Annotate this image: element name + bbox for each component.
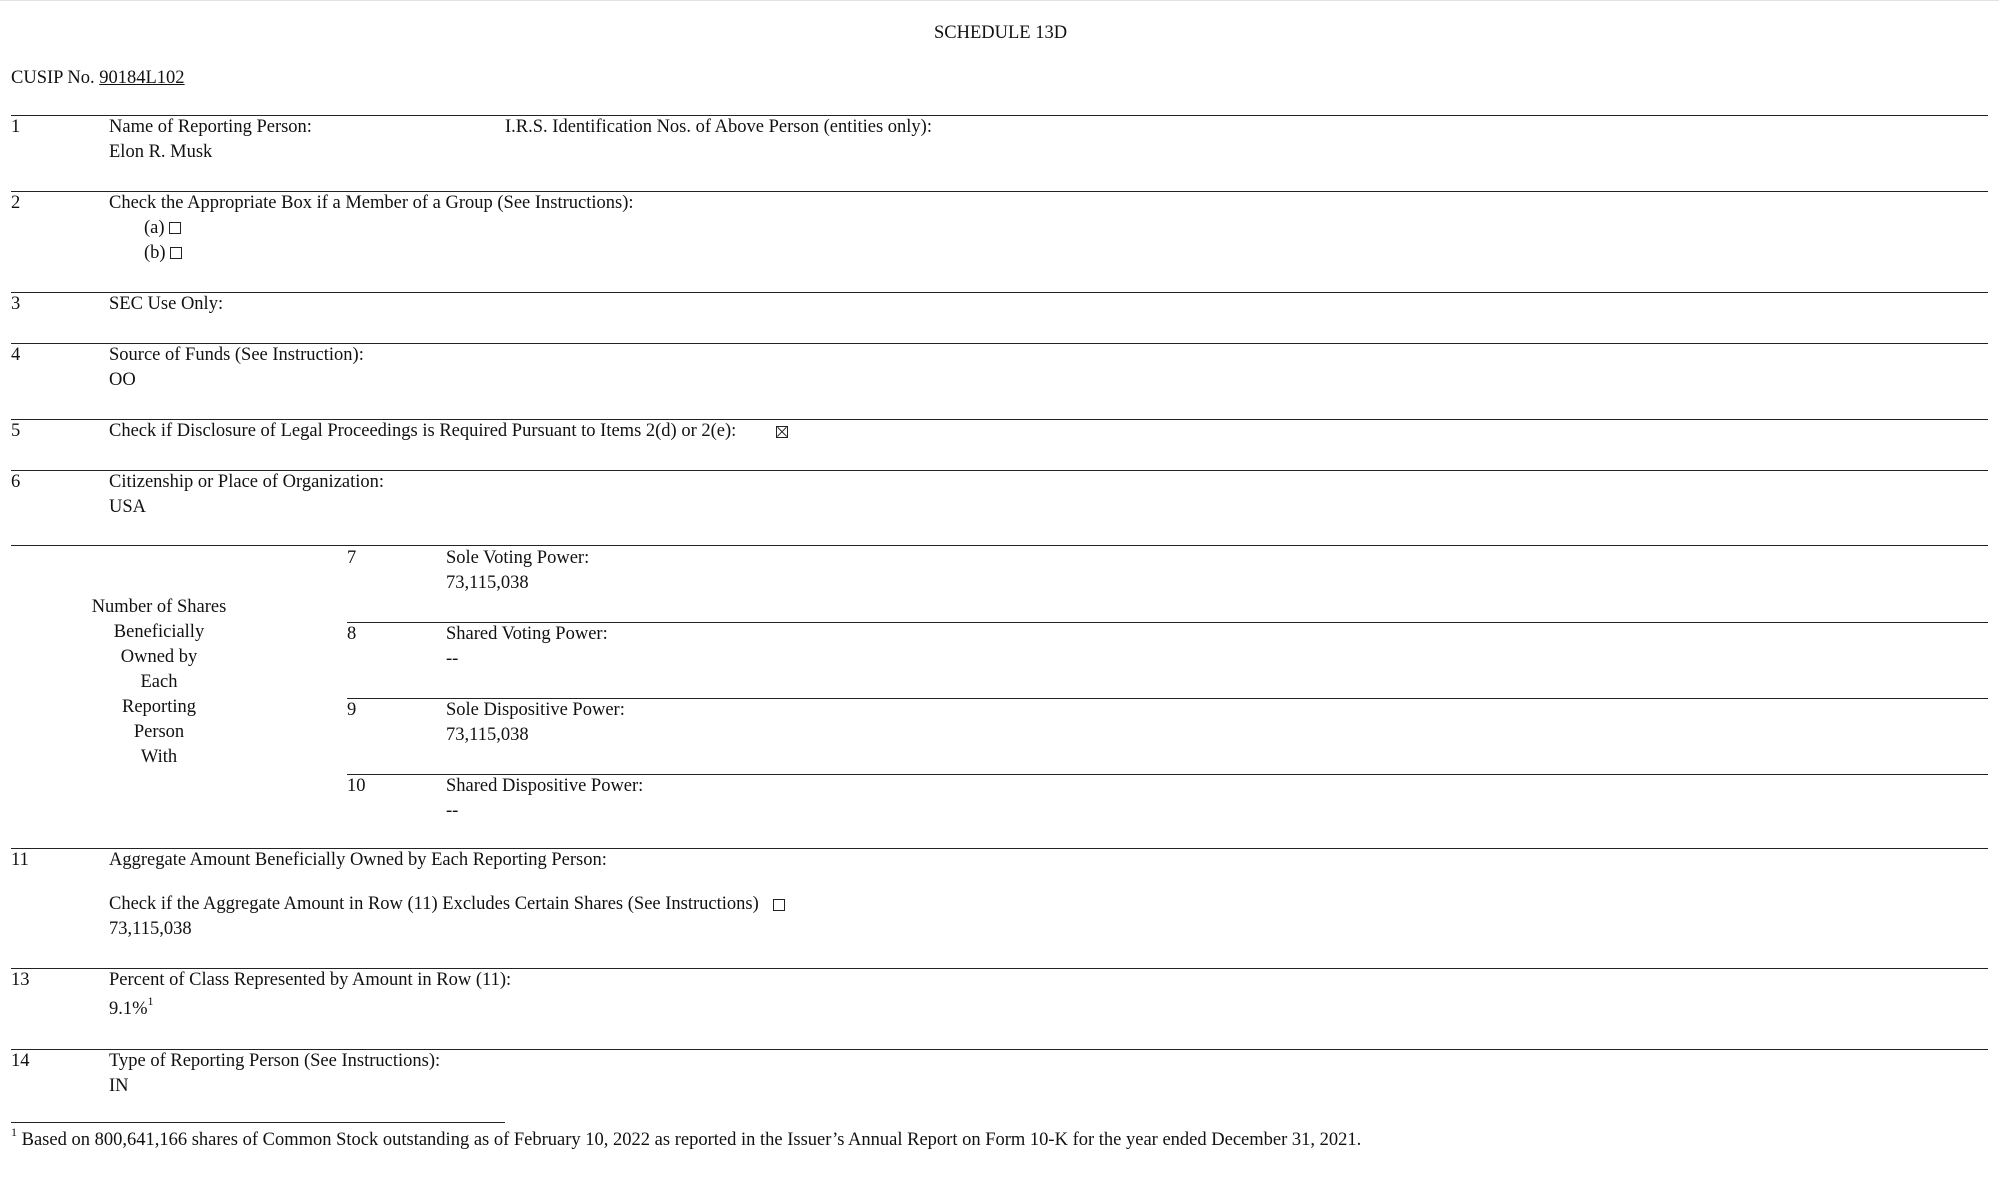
shares-label-line: Each bbox=[140, 672, 178, 692]
shared-voting-label: Shared Voting Power: bbox=[446, 624, 608, 644]
percent-class-label: Percent of Class Represented by Amount in Row (11): bbox=[109, 970, 512, 990]
option-b-checkbox[interactable] bbox=[170, 247, 182, 259]
shared-voting-value: -- bbox=[446, 649, 459, 669]
percent-class-value: 9.1% bbox=[109, 999, 148, 1019]
irs-id-label: I.R.S. Identification Nos. of Above Person (entities only): bbox=[505, 117, 932, 137]
shares-label-line: With bbox=[140, 747, 178, 767]
sole-dispositive-value: 73,115,038 bbox=[446, 725, 529, 745]
group-option-a bbox=[144, 216, 181, 241]
shares-label-line: Beneficially bbox=[113, 622, 205, 642]
group-member-label: Check the Appropriate Box if a Member of a Group (See Instructions): bbox=[109, 193, 634, 213]
cusip-number: 90184L102 bbox=[99, 68, 185, 88]
row10-number: 10 bbox=[347, 776, 366, 796]
row11-number: 11 bbox=[11, 850, 29, 870]
source-of-funds-value: OO bbox=[109, 370, 136, 390]
row8-number: 8 bbox=[347, 624, 357, 644]
row5-number: 5 bbox=[11, 421, 21, 441]
reporting-person-name: Elon R. Musk bbox=[109, 142, 213, 162]
footnote-text: Based on 800,641,166 shares of Common Stock outstanding as of February 10, 2022 as reported in the Issuer’s Annual Report on Form 10-K for the year ended December 31, 2021. bbox=[21, 1130, 1362, 1150]
shares-label-line: Person bbox=[133, 722, 185, 742]
sole-voting-value: 73,115,038 bbox=[446, 573, 529, 593]
shares-owned-label bbox=[59, 595, 259, 770]
legal-proceedings-checkbox-wrap bbox=[776, 420, 788, 445]
footnote-separator bbox=[11, 1122, 505, 1123]
footnote-reference[interactable]: 1 bbox=[147, 993, 154, 1008]
cusip-line bbox=[11, 66, 185, 91]
shares-label-line: Owned by bbox=[120, 647, 198, 667]
row14-number: 14 bbox=[11, 1051, 30, 1071]
percent-class-value-wrap bbox=[109, 993, 154, 1022]
row-divider bbox=[11, 545, 1988, 546]
excludes-shares-checkbox-wrap bbox=[773, 893, 785, 918]
shared-dispositive-label: Shared Dispositive Power: bbox=[446, 776, 644, 796]
citizenship-value: USA bbox=[109, 497, 147, 517]
option-a-checkbox[interactable] bbox=[169, 222, 181, 234]
row3-number: 3 bbox=[11, 294, 21, 314]
aggregate-amount-value: 73,115,038 bbox=[109, 919, 192, 939]
row7-number: 7 bbox=[347, 548, 357, 568]
option-b-label: (b) bbox=[144, 243, 166, 263]
citizenship-label: Citizenship or Place of Organization: bbox=[109, 472, 385, 492]
legal-proceedings-label: Check if Disclosure of Legal Proceedings is Required Pursuant to Items 2(d) or 2(e): bbox=[109, 421, 737, 441]
shared-dispositive-value: -- bbox=[446, 801, 459, 821]
row-divider bbox=[11, 292, 1988, 293]
shares-label-line: Number of Shares bbox=[91, 597, 227, 617]
source-of-funds-label: Source of Funds (See Instruction): bbox=[109, 345, 364, 365]
footnote-marker: 1 bbox=[11, 1124, 17, 1139]
option-a-label: (a) bbox=[144, 218, 165, 238]
row9-number: 9 bbox=[347, 700, 357, 720]
legal-proceedings-checkbox[interactable] bbox=[776, 426, 788, 438]
row4-number: 4 bbox=[11, 345, 21, 365]
reporting-person-type-label: Type of Reporting Person (See Instructions): bbox=[109, 1051, 441, 1071]
row1-number: 1 bbox=[11, 117, 21, 137]
row6-number: 6 bbox=[11, 472, 21, 492]
sole-dispositive-label: Sole Dispositive Power: bbox=[446, 700, 625, 720]
page-title: SCHEDULE 13D bbox=[934, 23, 1068, 43]
excludes-shares-label: Check if the Aggregate Amount in Row (11) Excludes Certain Shares (See Instructions) bbox=[109, 894, 759, 914]
footnote bbox=[11, 1124, 1362, 1153]
row13-number: 13 bbox=[11, 970, 30, 990]
cusip-label: CUSIP No. bbox=[11, 68, 95, 88]
group-option-b bbox=[144, 241, 182, 266]
top-border bbox=[0, 0, 1999, 1]
reporting-person-label: Name of Reporting Person: bbox=[109, 117, 312, 137]
sec-use-label: SEC Use Only: bbox=[109, 294, 224, 314]
sole-voting-label: Sole Voting Power: bbox=[446, 548, 590, 568]
shares-label-line: Reporting bbox=[122, 697, 196, 717]
row2-number: 2 bbox=[11, 193, 21, 213]
excludes-shares-checkbox[interactable] bbox=[773, 899, 785, 911]
reporting-person-type-value: IN bbox=[109, 1076, 129, 1096]
aggregate-amount-label: Aggregate Amount Beneficially Owned by Each Reporting Person: bbox=[109, 850, 607, 870]
